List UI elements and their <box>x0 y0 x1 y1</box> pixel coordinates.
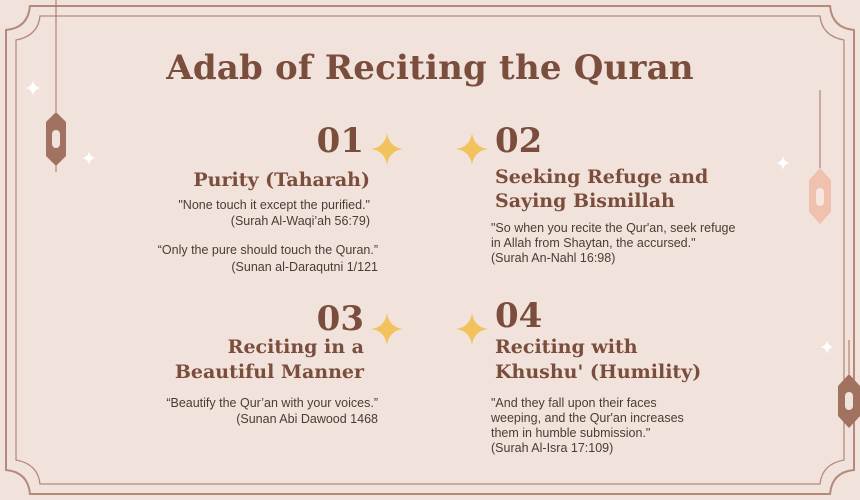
item-quote: weeping, and the Qur'an increases <box>491 411 684 425</box>
lantern-icon <box>834 340 860 430</box>
lantern-icon <box>804 90 836 230</box>
item-quote: "And they fall upon their faces <box>491 396 657 410</box>
item-heading: Seeking Refuge and <box>495 166 709 188</box>
item-quote: “Only the pure should touch the Quran.” <box>157 243 378 257</box>
item-heading: Saying Bismillah <box>495 190 675 212</box>
item-source: (Sunan al-Daraqutni 1/121 <box>231 260 378 274</box>
item-source: (Surah Al-Waqi’ah 56:79) <box>230 214 370 228</box>
sparkle-icon <box>82 151 96 165</box>
item-number: 02 <box>495 121 543 161</box>
sparkle-icon <box>776 156 790 170</box>
four-point-star-icon <box>371 133 403 165</box>
item-heading: Reciting in a <box>227 336 364 358</box>
page-title: Adab of Reciting the Quran <box>166 48 694 88</box>
four-point-star-icon <box>456 133 488 165</box>
item-quote: them in humble submission." <box>491 426 651 440</box>
item-quote: “Beautify the Qur’an with your voices.” <box>166 396 378 410</box>
item-heading: Purity (Taharah) <box>193 169 370 191</box>
item-quote: in Allah from Shaytan, the accursed." <box>491 236 696 250</box>
item-number: 03 <box>316 299 364 339</box>
item-quote: "None touch it except the purified." <box>178 198 370 212</box>
item-heading: Beautiful Manner <box>174 361 364 383</box>
item-heading: Khushu' (Humility) <box>495 361 702 383</box>
four-point-star-icon <box>456 313 488 345</box>
item-number: 01 <box>316 121 364 161</box>
item-quote: "So when you recite the Qur'an, seek refuge <box>491 221 736 235</box>
item-number: 04 <box>495 296 543 336</box>
item-source: (Sunan Abi Dawood 1468 <box>236 412 378 426</box>
item-source: (Surah Al-Isra 17:109) <box>491 441 614 455</box>
item-heading: Reciting with <box>495 336 638 358</box>
four-point-star-icon <box>371 313 403 345</box>
item-source: (Surah An-Nahl 16:98) <box>491 251 616 265</box>
sparkle-icon <box>820 340 834 354</box>
